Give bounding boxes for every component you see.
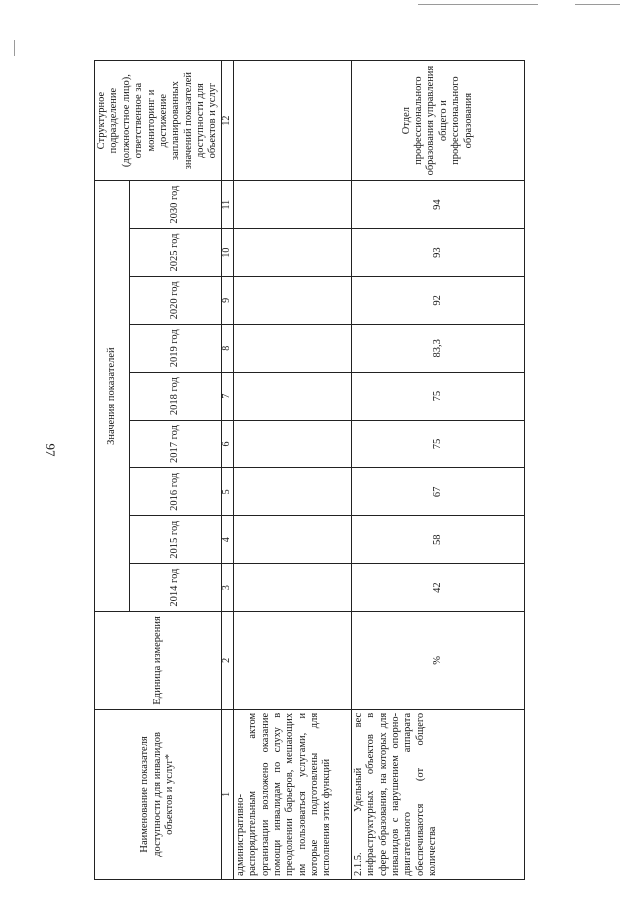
value-cell: 67 bbox=[351, 468, 524, 516]
value-cell bbox=[233, 468, 351, 516]
column-number: 9 bbox=[221, 276, 233, 324]
header-year: 2025 год bbox=[130, 229, 221, 277]
value-cell: 92 bbox=[351, 276, 524, 324]
scan-artifact-mark bbox=[14, 40, 15, 56]
column-number: 4 bbox=[221, 516, 233, 564]
header-year: 2020 год bbox=[130, 276, 221, 324]
value-cell bbox=[233, 420, 351, 468]
column-number: 8 bbox=[221, 324, 233, 372]
column-number: 3 bbox=[221, 564, 233, 612]
header-year: 2017 год bbox=[130, 420, 221, 468]
header-year: 2019 год bbox=[130, 324, 221, 372]
header-responsible: Структурное подразделение (должностное лицо), ответственное за мониторинг и достижение запланированных значений показателей доступности для объектов и услуг bbox=[95, 61, 222, 181]
header-year: 2018 год bbox=[130, 372, 221, 420]
value-cell: 75 bbox=[351, 372, 524, 420]
scan-artifact-line bbox=[575, 4, 620, 5]
value-cell: 75 bbox=[351, 420, 524, 468]
table-row bbox=[233, 61, 351, 880]
value-cell bbox=[233, 229, 351, 277]
header-indicator-name: Наименование показателя доступности для инвалидов объектов и услуг* bbox=[95, 709, 222, 879]
value-cell bbox=[233, 516, 351, 564]
header-values-group: Значения показателей bbox=[95, 181, 130, 612]
column-number: 7 bbox=[221, 372, 233, 420]
responsible-cell bbox=[233, 61, 351, 181]
value-cell bbox=[233, 276, 351, 324]
value-cell: 94 bbox=[351, 181, 524, 229]
value-cell: 93 bbox=[351, 229, 524, 277]
scan-artifact-line bbox=[418, 4, 538, 5]
table-row bbox=[351, 61, 524, 880]
header-year: 2014 год bbox=[130, 564, 221, 612]
indicator-name: административно-распорядительным актом организации возложено оказание помощи инвалидам по слуху в преодолении барьеров, мешающих им пользоваться услугами, и которые подготовлены для исполнения этих функций bbox=[233, 709, 351, 879]
column-number: 5 bbox=[221, 468, 233, 516]
column-number: 11 bbox=[221, 181, 233, 229]
value-cell bbox=[233, 564, 351, 612]
value-cell bbox=[233, 324, 351, 372]
unit-cell bbox=[233, 612, 351, 710]
value-cell: 42 bbox=[351, 564, 524, 612]
accessibility-indicators-table bbox=[94, 60, 525, 880]
page-number: 97 bbox=[43, 443, 58, 457]
rotated-table-container bbox=[94, 60, 584, 880]
value-cell bbox=[233, 181, 351, 229]
unit-cell: % bbox=[351, 612, 524, 710]
header-row bbox=[95, 61, 130, 880]
column-number: 1 bbox=[221, 709, 233, 879]
value-cell: 58 bbox=[351, 516, 524, 564]
responsible-cell: Отдел профессионального образования управления общего и профессионального образования bbox=[351, 61, 524, 181]
indicator-name: 2.1.5. Удельный вес инфраструктурных объектов в сфере образования, на которых для инвалидов с нарушением опорно-двигательного аппарата обеспечиваются (от общего количества bbox=[351, 709, 524, 879]
header-year: 2015 год bbox=[130, 516, 221, 564]
column-number: 6 bbox=[221, 420, 233, 468]
header-unit: Единица измерения bbox=[95, 612, 222, 710]
value-cell: 83,3 bbox=[351, 324, 524, 372]
header-year: 2030 год bbox=[130, 181, 221, 229]
column-number: 12 bbox=[221, 61, 233, 181]
column-number: 10 bbox=[221, 229, 233, 277]
column-number: 2 bbox=[221, 612, 233, 710]
column-number-row bbox=[221, 61, 233, 880]
value-cell bbox=[233, 372, 351, 420]
header-year: 2016 год bbox=[130, 468, 221, 516]
